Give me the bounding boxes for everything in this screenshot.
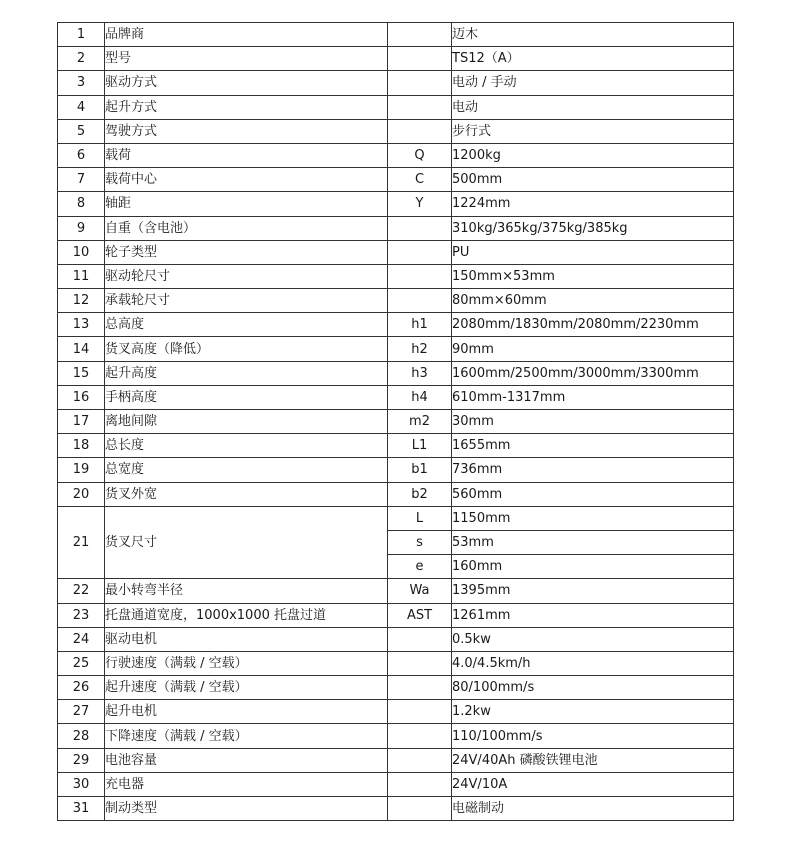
row-number: 25 xyxy=(58,651,105,675)
param-name: 驱动轮尺寸 xyxy=(105,264,388,288)
table-row xyxy=(58,579,734,603)
row-number: 24 xyxy=(58,627,105,651)
table-row xyxy=(58,700,734,724)
param-name: 托盘通道宽度，1000x1000 托盘过道 xyxy=(105,603,388,627)
param-name: 最小转弯半径 xyxy=(105,579,388,603)
row-number: 21 xyxy=(58,506,105,579)
table-row xyxy=(58,47,734,71)
table-row xyxy=(58,797,734,821)
row-number: 23 xyxy=(58,603,105,627)
param-value: 310kg/365kg/375kg/385kg xyxy=(452,216,734,240)
table-row xyxy=(58,95,734,119)
param-name: 行驶速度（满载 / 空载） xyxy=(105,651,388,675)
param-symbol: b1 xyxy=(388,458,452,482)
param-value: 24V/40Ah 磷酸铁锂电池 xyxy=(452,748,734,772)
table-row xyxy=(58,772,734,796)
param-symbol: s xyxy=(388,530,452,554)
param-symbol xyxy=(388,797,452,821)
param-value: 1200kg xyxy=(452,143,734,167)
row-number: 18 xyxy=(58,434,105,458)
param-value: 1395mm xyxy=(452,579,734,603)
param-name: 起升电机 xyxy=(105,700,388,724)
param-value: 736mm xyxy=(452,458,734,482)
table-row xyxy=(58,240,734,264)
row-number: 11 xyxy=(58,264,105,288)
table-row-fork xyxy=(58,506,734,530)
table-row xyxy=(58,434,734,458)
row-number: 3 xyxy=(58,71,105,95)
table-row xyxy=(58,458,734,482)
param-name: 驾驶方式 xyxy=(105,119,388,143)
row-number: 20 xyxy=(58,482,105,506)
param-value: 迈木 xyxy=(452,23,734,47)
row-number: 2 xyxy=(58,47,105,71)
param-value: 30mm xyxy=(452,410,734,434)
param-name: 总宽度 xyxy=(105,458,388,482)
param-symbol: L1 xyxy=(388,434,452,458)
param-symbol: h4 xyxy=(388,385,452,409)
row-number: 7 xyxy=(58,168,105,192)
param-name: 货叉外宽 xyxy=(105,482,388,506)
param-symbol xyxy=(388,724,452,748)
param-symbol xyxy=(388,240,452,264)
param-value: 4.0/4.5km/h xyxy=(452,651,734,675)
param-name: 起升方式 xyxy=(105,95,388,119)
param-name: 载荷 xyxy=(105,143,388,167)
param-symbol: h1 xyxy=(388,313,452,337)
row-number: 6 xyxy=(58,143,105,167)
param-name: 起升高度 xyxy=(105,361,388,385)
row-number: 12 xyxy=(58,289,105,313)
row-number: 26 xyxy=(58,676,105,700)
param-symbol: m2 xyxy=(388,410,452,434)
param-symbol: Q xyxy=(388,143,452,167)
param-name: 品牌商 xyxy=(105,23,388,47)
param-symbol xyxy=(388,216,452,240)
param-value: 53mm xyxy=(452,530,734,554)
param-symbol xyxy=(388,95,452,119)
row-number: 9 xyxy=(58,216,105,240)
param-name: 货叉尺寸 xyxy=(105,506,388,579)
param-symbol xyxy=(388,71,452,95)
param-value: 150mm×53mm xyxy=(452,264,734,288)
param-name: 制动类型 xyxy=(105,797,388,821)
param-value: 1.2kw xyxy=(452,700,734,724)
param-symbol xyxy=(388,772,452,796)
row-number: 16 xyxy=(58,385,105,409)
table-row xyxy=(58,264,734,288)
row-number: 27 xyxy=(58,700,105,724)
row-number: 19 xyxy=(58,458,105,482)
param-name: 承载轮尺寸 xyxy=(105,289,388,313)
param-symbol: h3 xyxy=(388,361,452,385)
param-name: 驱动电机 xyxy=(105,627,388,651)
table-row xyxy=(58,119,734,143)
row-number: 5 xyxy=(58,119,105,143)
row-number: 30 xyxy=(58,772,105,796)
param-value: 90mm xyxy=(452,337,734,361)
table-row xyxy=(58,676,734,700)
table-row xyxy=(58,289,734,313)
param-name: 驱动方式 xyxy=(105,71,388,95)
table-row xyxy=(58,216,734,240)
param-name: 型号 xyxy=(105,47,388,71)
param-symbol xyxy=(388,23,452,47)
param-value: 80/100mm/s xyxy=(452,676,734,700)
param-name: 充电器 xyxy=(105,772,388,796)
table-row xyxy=(58,748,734,772)
row-number: 31 xyxy=(58,797,105,821)
param-name: 载荷中心 xyxy=(105,168,388,192)
param-name: 自重（含电池） xyxy=(105,216,388,240)
param-symbol xyxy=(388,700,452,724)
param-name: 离地间隙 xyxy=(105,410,388,434)
param-value: TS12（A） xyxy=(452,47,734,71)
table-row xyxy=(58,168,734,192)
table-row xyxy=(58,651,734,675)
table-row xyxy=(58,143,734,167)
param-value: 610mm-1317mm xyxy=(452,385,734,409)
row-number: 4 xyxy=(58,95,105,119)
row-number: 17 xyxy=(58,410,105,434)
row-number: 22 xyxy=(58,579,105,603)
param-symbol: h2 xyxy=(388,337,452,361)
param-symbol: Y xyxy=(388,192,452,216)
param-value: 1224mm xyxy=(452,192,734,216)
param-symbol: e xyxy=(388,555,452,579)
table-row xyxy=(58,23,734,47)
param-value: 80mm×60mm xyxy=(452,289,734,313)
row-number: 13 xyxy=(58,313,105,337)
table-row xyxy=(58,627,734,651)
param-value: 160mm xyxy=(452,555,734,579)
param-name: 起升速度（满载 / 空载） xyxy=(105,676,388,700)
param-symbol xyxy=(388,748,452,772)
param-symbol xyxy=(388,651,452,675)
param-value: 24V/10A xyxy=(452,772,734,796)
param-name: 货叉高度（降低） xyxy=(105,337,388,361)
param-name: 总长度 xyxy=(105,434,388,458)
param-name: 下降速度（满载 / 空载） xyxy=(105,724,388,748)
param-value: 2080mm/1830mm/2080mm/2230mm xyxy=(452,313,734,337)
table-row xyxy=(58,385,734,409)
param-symbol xyxy=(388,119,452,143)
param-symbol xyxy=(388,289,452,313)
param-name: 轴距 xyxy=(105,192,388,216)
table-row xyxy=(58,724,734,748)
param-value: 1600mm/2500mm/3000mm/3300mm xyxy=(452,361,734,385)
param-symbol: L xyxy=(388,506,452,530)
row-number: 15 xyxy=(58,361,105,385)
spec-table xyxy=(57,22,734,821)
param-value: 电磁制动 xyxy=(452,797,734,821)
param-value: 步行式 xyxy=(452,119,734,143)
table-row xyxy=(58,603,734,627)
row-number: 10 xyxy=(58,240,105,264)
param-value: 电动 / 手动 xyxy=(452,71,734,95)
param-value: 560mm xyxy=(452,482,734,506)
param-value: 110/100mm/s xyxy=(452,724,734,748)
row-number: 29 xyxy=(58,748,105,772)
param-value: PU xyxy=(452,240,734,264)
table-row xyxy=(58,410,734,434)
param-symbol xyxy=(388,264,452,288)
param-symbol: Wa xyxy=(388,579,452,603)
table-row xyxy=(58,337,734,361)
param-symbol xyxy=(388,676,452,700)
row-number: 8 xyxy=(58,192,105,216)
row-number: 1 xyxy=(58,23,105,47)
param-symbol xyxy=(388,627,452,651)
param-value: 1261mm xyxy=(452,603,734,627)
param-name: 轮子类型 xyxy=(105,240,388,264)
param-value: 1655mm xyxy=(452,434,734,458)
param-name: 电池容量 xyxy=(105,748,388,772)
param-symbol: C xyxy=(388,168,452,192)
param-name: 手柄高度 xyxy=(105,385,388,409)
param-value: 1150mm xyxy=(452,506,734,530)
row-number: 28 xyxy=(58,724,105,748)
param-value: 电动 xyxy=(452,95,734,119)
table-row xyxy=(58,192,734,216)
param-symbol: AST xyxy=(388,603,452,627)
param-value: 0.5kw xyxy=(452,627,734,651)
param-symbol: b2 xyxy=(388,482,452,506)
table-row xyxy=(58,71,734,95)
table-row xyxy=(58,313,734,337)
table-row xyxy=(58,361,734,385)
table-row xyxy=(58,482,734,506)
param-symbol xyxy=(388,47,452,71)
row-number: 14 xyxy=(58,337,105,361)
param-value: 500mm xyxy=(452,168,734,192)
param-name: 总高度 xyxy=(105,313,388,337)
